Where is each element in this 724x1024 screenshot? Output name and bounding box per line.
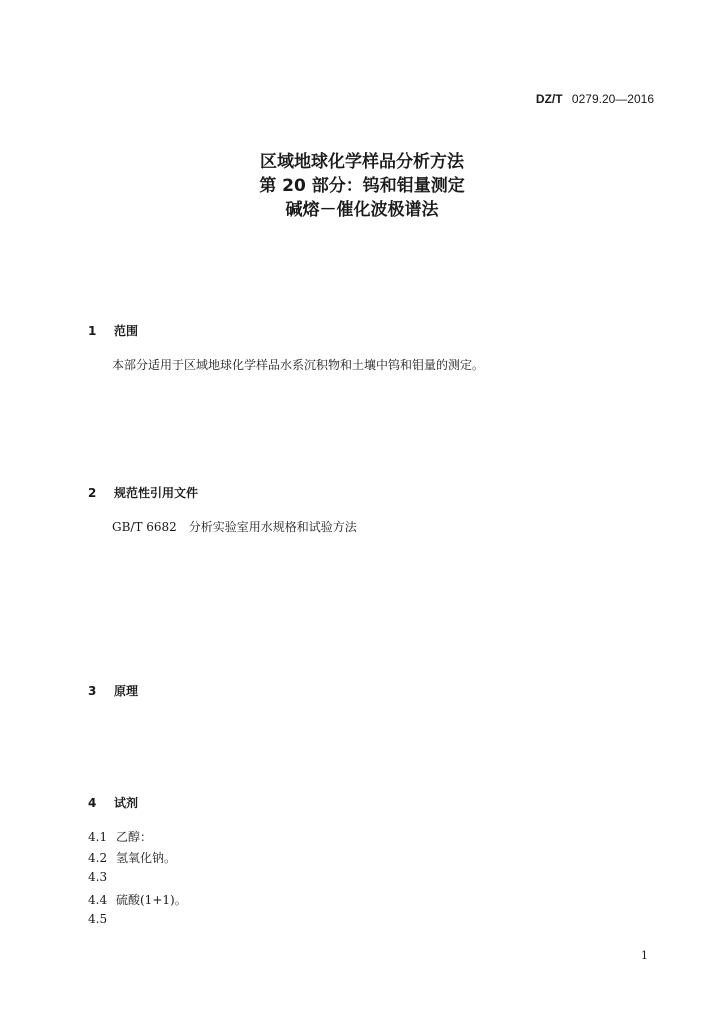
standard-code-prefix: DZ/T	[535, 92, 563, 106]
standard-code	[536, 92, 654, 106]
reagent-item: 4.4 硫酸(1+1)。	[88, 893, 187, 907]
section-heading-reagents	[88, 794, 138, 811]
reagent-item: 4.5	[88, 912, 108, 926]
standard-code-number: 0279.20—2016	[571, 92, 654, 106]
title-line-2: 第 20 部分：钨和钼量测定	[259, 176, 465, 196]
section-title: 规范性引用文件	[114, 486, 199, 500]
section-heading-principle	[88, 682, 138, 699]
title-line-1: 区域地球化学样品分析方法	[260, 152, 464, 172]
section-number: 3	[88, 684, 97, 698]
section-number: 4	[88, 796, 97, 810]
section-number: 1	[88, 324, 97, 338]
reagent-item: 4.2 氢氧化钠。	[88, 851, 177, 865]
reference-item: GB/T 6682 分析实验室用水规格和试验方法	[112, 520, 357, 534]
title-line-3: 碱熔－催化波极谱法	[285, 200, 439, 220]
reagent-list	[88, 828, 187, 933]
section-title: 原理	[114, 684, 139, 698]
reagent-item: 4.1 乙醇：	[88, 830, 153, 844]
references-body	[88, 518, 658, 537]
scope-paragraph-2: 本部分适用于区域地球化学样品水系沉积物和土壤中钨和钼量的测定。	[112, 358, 485, 372]
section-title: 范围	[114, 324, 139, 338]
section-number: 2	[88, 486, 97, 500]
section-heading-references	[88, 484, 198, 501]
document-title	[0, 150, 724, 222]
section-heading-scope	[88, 322, 138, 339]
scope-body	[88, 356, 658, 375]
page-number: 1	[641, 949, 648, 962]
reagent-item: 4.3	[88, 870, 108, 884]
section-title: 试剂	[114, 796, 139, 810]
